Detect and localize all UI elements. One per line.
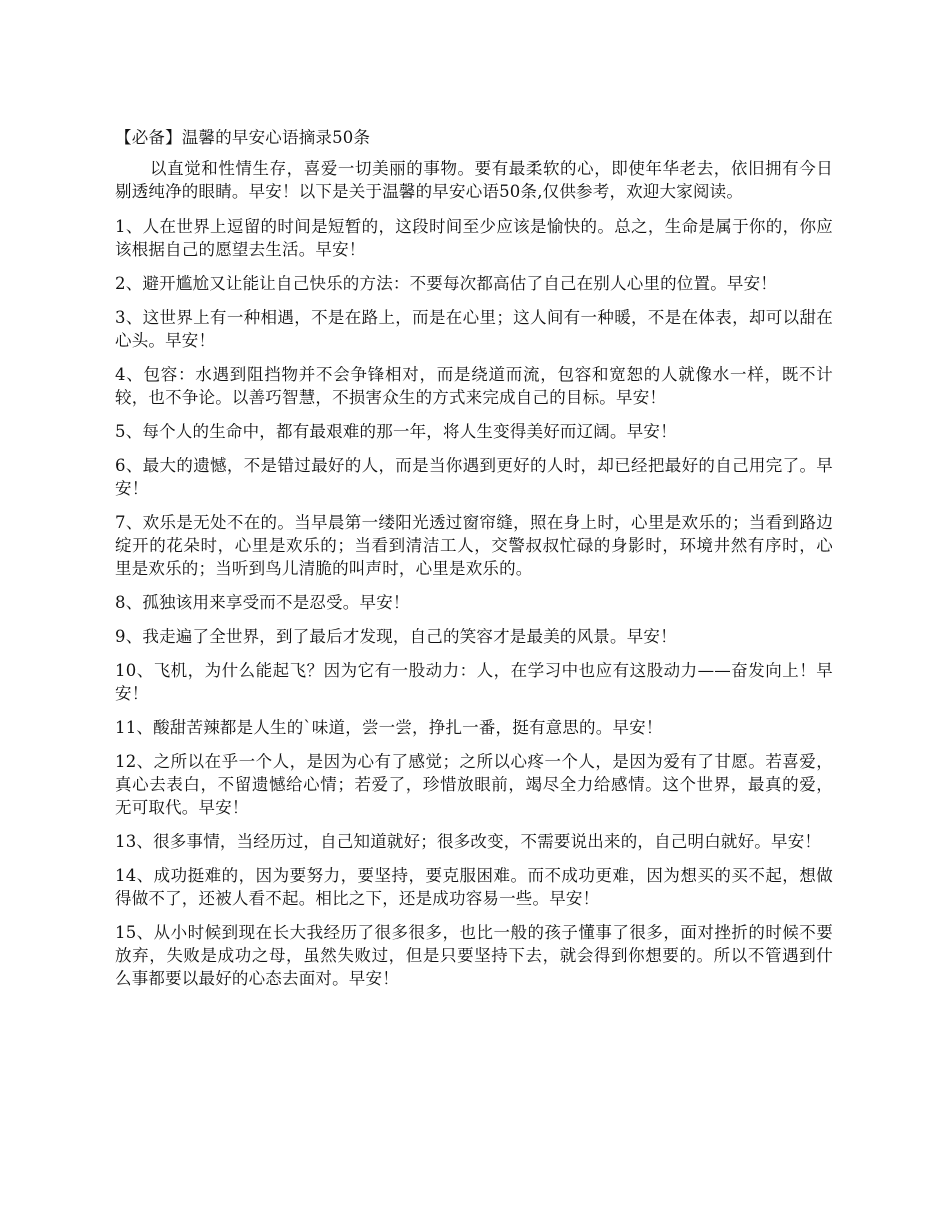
list-item: 2、避开尴尬又让能让自己快乐的方法：不要每次都高估了自己在别人心里的位置。早安！ [115, 274, 777, 293]
list-item: 10、飞机，为什么能起飞？因为它有一股动力：人，在学习中也应有这股动力——奋发向上！早安！ [115, 661, 833, 703]
list-item: 7、欢乐是无处不在的。当早晨第一缕阳光透过窗帘缝，照在身上时，心里是欢乐的；当看到路边绽开的花朵时，心里是欢乐的；当看到清洁工人，交警叔叔忙碌的身影时，环境井然有序时，心里是欢乐的；当听到鸟儿清脆的叫声时，心里是欢乐的。 [115, 513, 833, 578]
intro-paragraph: 以直觉和性情生存，喜爱一切美丽的事物。要有最柔软的心，即使年华老去，依旧拥有今日剔透纯净的眼睛。早安！以下是关于温馨的早安心语50条,仅供参考，欢迎大家阅读。 [115, 159, 833, 201]
list-item: 12、之所以在乎一个人，是因为心有了感觉；之所以心疼一个人，是因为爱有了甘愿。若喜爱，真心去表白，不留遗憾给心情；若爱了，珍惜放眼前，竭尽全力给感情。这个世界，最真的爱，无可取代。早安！ [115, 752, 833, 817]
list-item: 3、这世界上有一种相遇，不是在路上，而是在心里；这人间有一种暖，不是在体表，却可以甜在心头。早安！ [115, 308, 833, 350]
list-item: 9、我走遍了全世界，到了最后才发现，自己的笑容才是最美的风景。早安！ [115, 627, 677, 646]
document-body [115, 126, 833, 1001]
list-item: 11、酸甜苦辣都是人生的`味道，尝一尝，挣扎一番，挺有意思的。早安！ [115, 718, 663, 737]
list-item: 14、成功挺难的，因为要努力，要坚持，要克服困难。而不成功更难，因为想买的买不起，想做得做不了，还被人看不起。相比之下，还是成功容易一些。早安！ [115, 866, 833, 908]
list-item: 8、孤独该用来享受而不是忍受。早安！ [115, 593, 410, 612]
list-item: 5、每个人的生命中，都有最艰难的那一年，将人生变得美好而辽阔。早安！ [115, 422, 677, 441]
list-item: 4、包容：水遇到阻挡物并不会争锋相对，而是绕道而流，包容和宽恕的人就像水一样，既不计较，也不争论。以善巧智慧，不损害众生的方式来完成自己的目标。早安！ [115, 365, 833, 407]
list-item: 6、最大的遗憾，不是错过最好的人，而是当你遇到更好的人时，却已经把最好的自己用完了。早安！ [115, 456, 833, 498]
entry-list [115, 215, 833, 990]
list-item: 1、人在世界上逗留的时间是短暂的，这段时间至少应该是愉快的。总之，生命是属于你的，你应该根据自己的愿望去生活。早安！ [115, 217, 833, 259]
list-item: 15、从小时候到现在长大我经历了很多很多，也比一般的孩子懂事了很多，面对挫折的时候不要放弃，失败是成功之母，虽然失败过，但是只要坚持下去，就会得到你想要的。所以不管遇到什么事都要以最好的心态去面对。早安！ [115, 923, 833, 988]
document-title: 【必备】温馨的早安心语摘录50条 [115, 128, 371, 147]
list-item: 13、很多事情，当经历过，自己知道就好；很多改变，不需要说出来的，自己明白就好。早安！ [115, 832, 822, 851]
